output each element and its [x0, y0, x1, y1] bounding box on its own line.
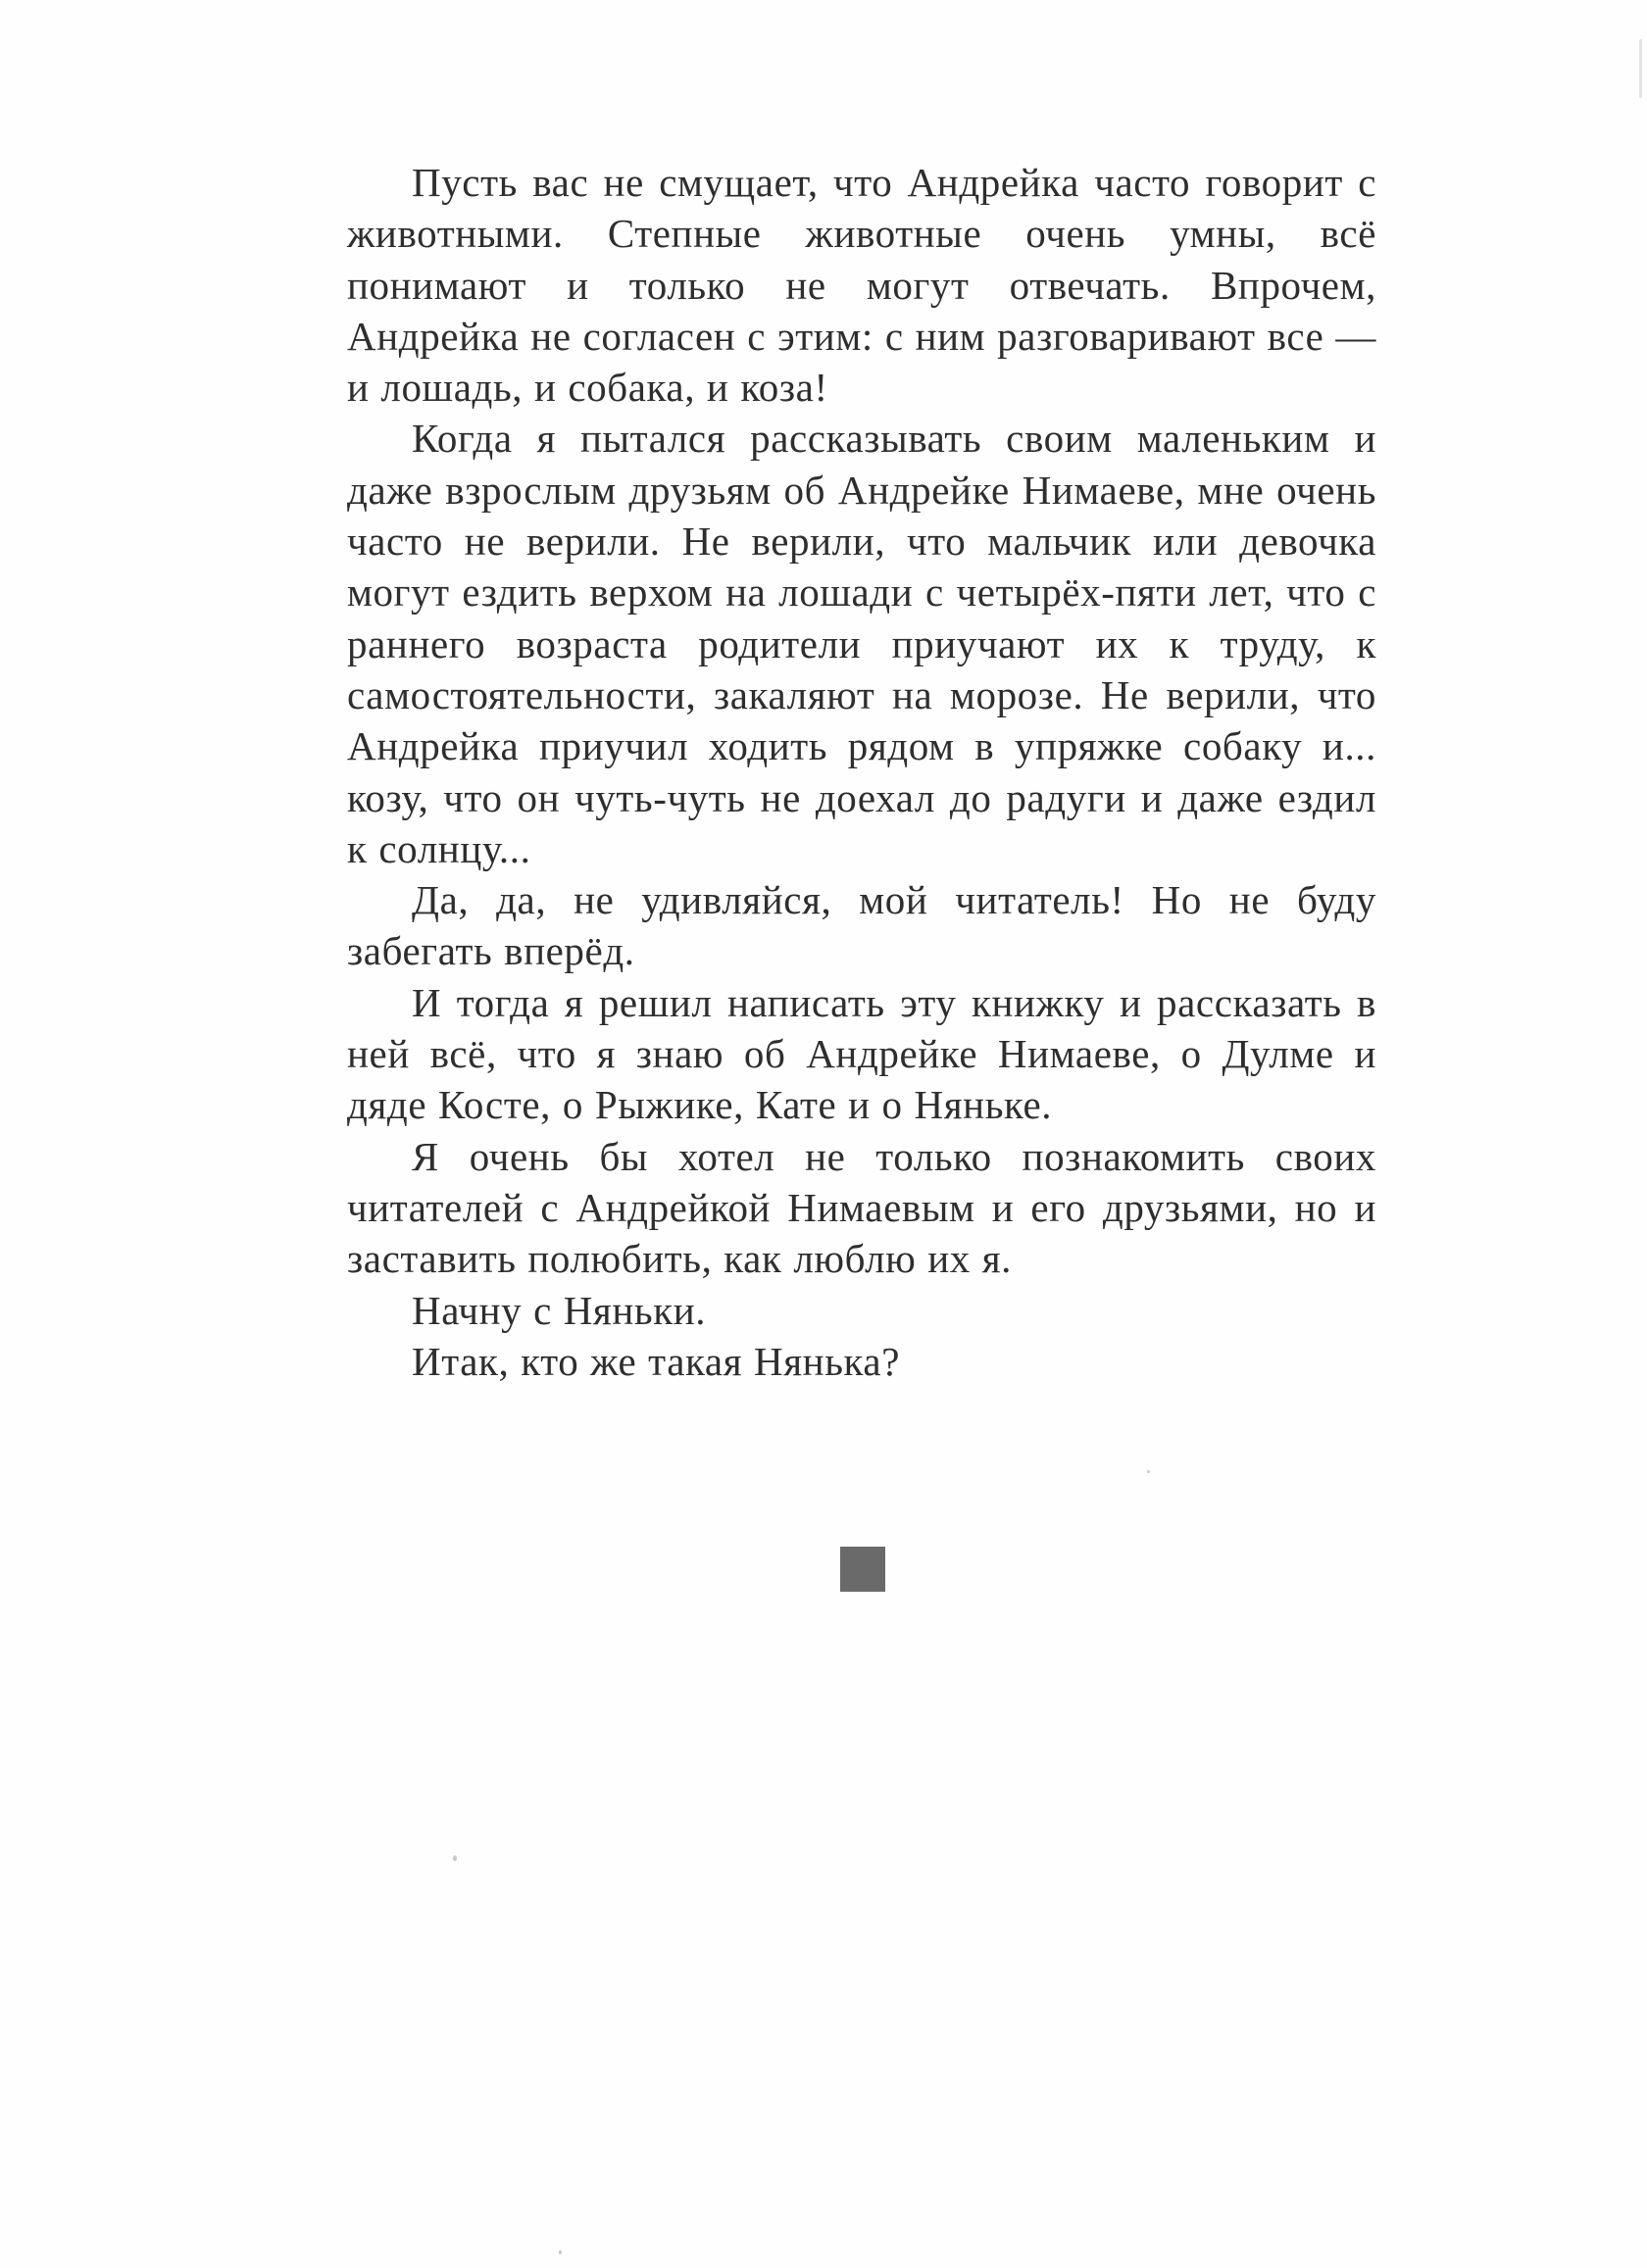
paragraph-4: И тогда я решил написать эту книжку и рассказать в ней всё, что я знаю об Андрейке Нимаеве, о Дулме и дяде Косте, о Рыжике, Кате и о Няньке.: [347, 979, 1376, 1128]
paragraph-5: Я очень бы хотел не только познакомить своих читателей с Андрейкой Нимаевым и его друзьями, но и заставить полюбить, как люблю их я.: [347, 1133, 1376, 1282]
scan-speck: [559, 2250, 562, 2254]
paragraph-7: Итак, кто же такая Нянька?: [412, 1338, 901, 1384]
end-of-chapter-square-icon: [840, 1547, 885, 1592]
paragraph-2: Когда я пытался рассказывать своим маленьким и даже взрослым друзьям об Андрейке Нимаеве, мне очень часто не верили. Не верили, что мальчик или девочка могут ездить верхом на лошади с четырёх-пяти лет, что с раннего возраста родители приучают их к труду, к самостоятельности, закаляют на морозе. Не верили, что Андрейка приучил ходить рядом в упряжке собаку и... козу, что он чуть-чуть не доехал до радуги и даже ездил к солнцу...: [347, 416, 1376, 871]
scan-speck: [453, 1855, 457, 1861]
paragraph-1: Пусть вас не смущает, что Андрейка часто говорит с животными. Степные животные очень умны, всё понимают и только не могут отвечать. Впрочем, Андрейка не согласен с этим: с ним разговаривают все — и лошадь, и собака, и коза!: [347, 160, 1376, 411]
paragraph-6: Начну с Няньки.: [412, 1287, 707, 1333]
body-text: [347, 157, 1376, 1387]
scan-speck: [1639, 39, 1642, 98]
scan-speck: [1147, 1470, 1150, 1473]
paragraph-3: Да, да, не удивляйся, мой читатель! Но не буду забегать вперёд.: [347, 877, 1376, 974]
